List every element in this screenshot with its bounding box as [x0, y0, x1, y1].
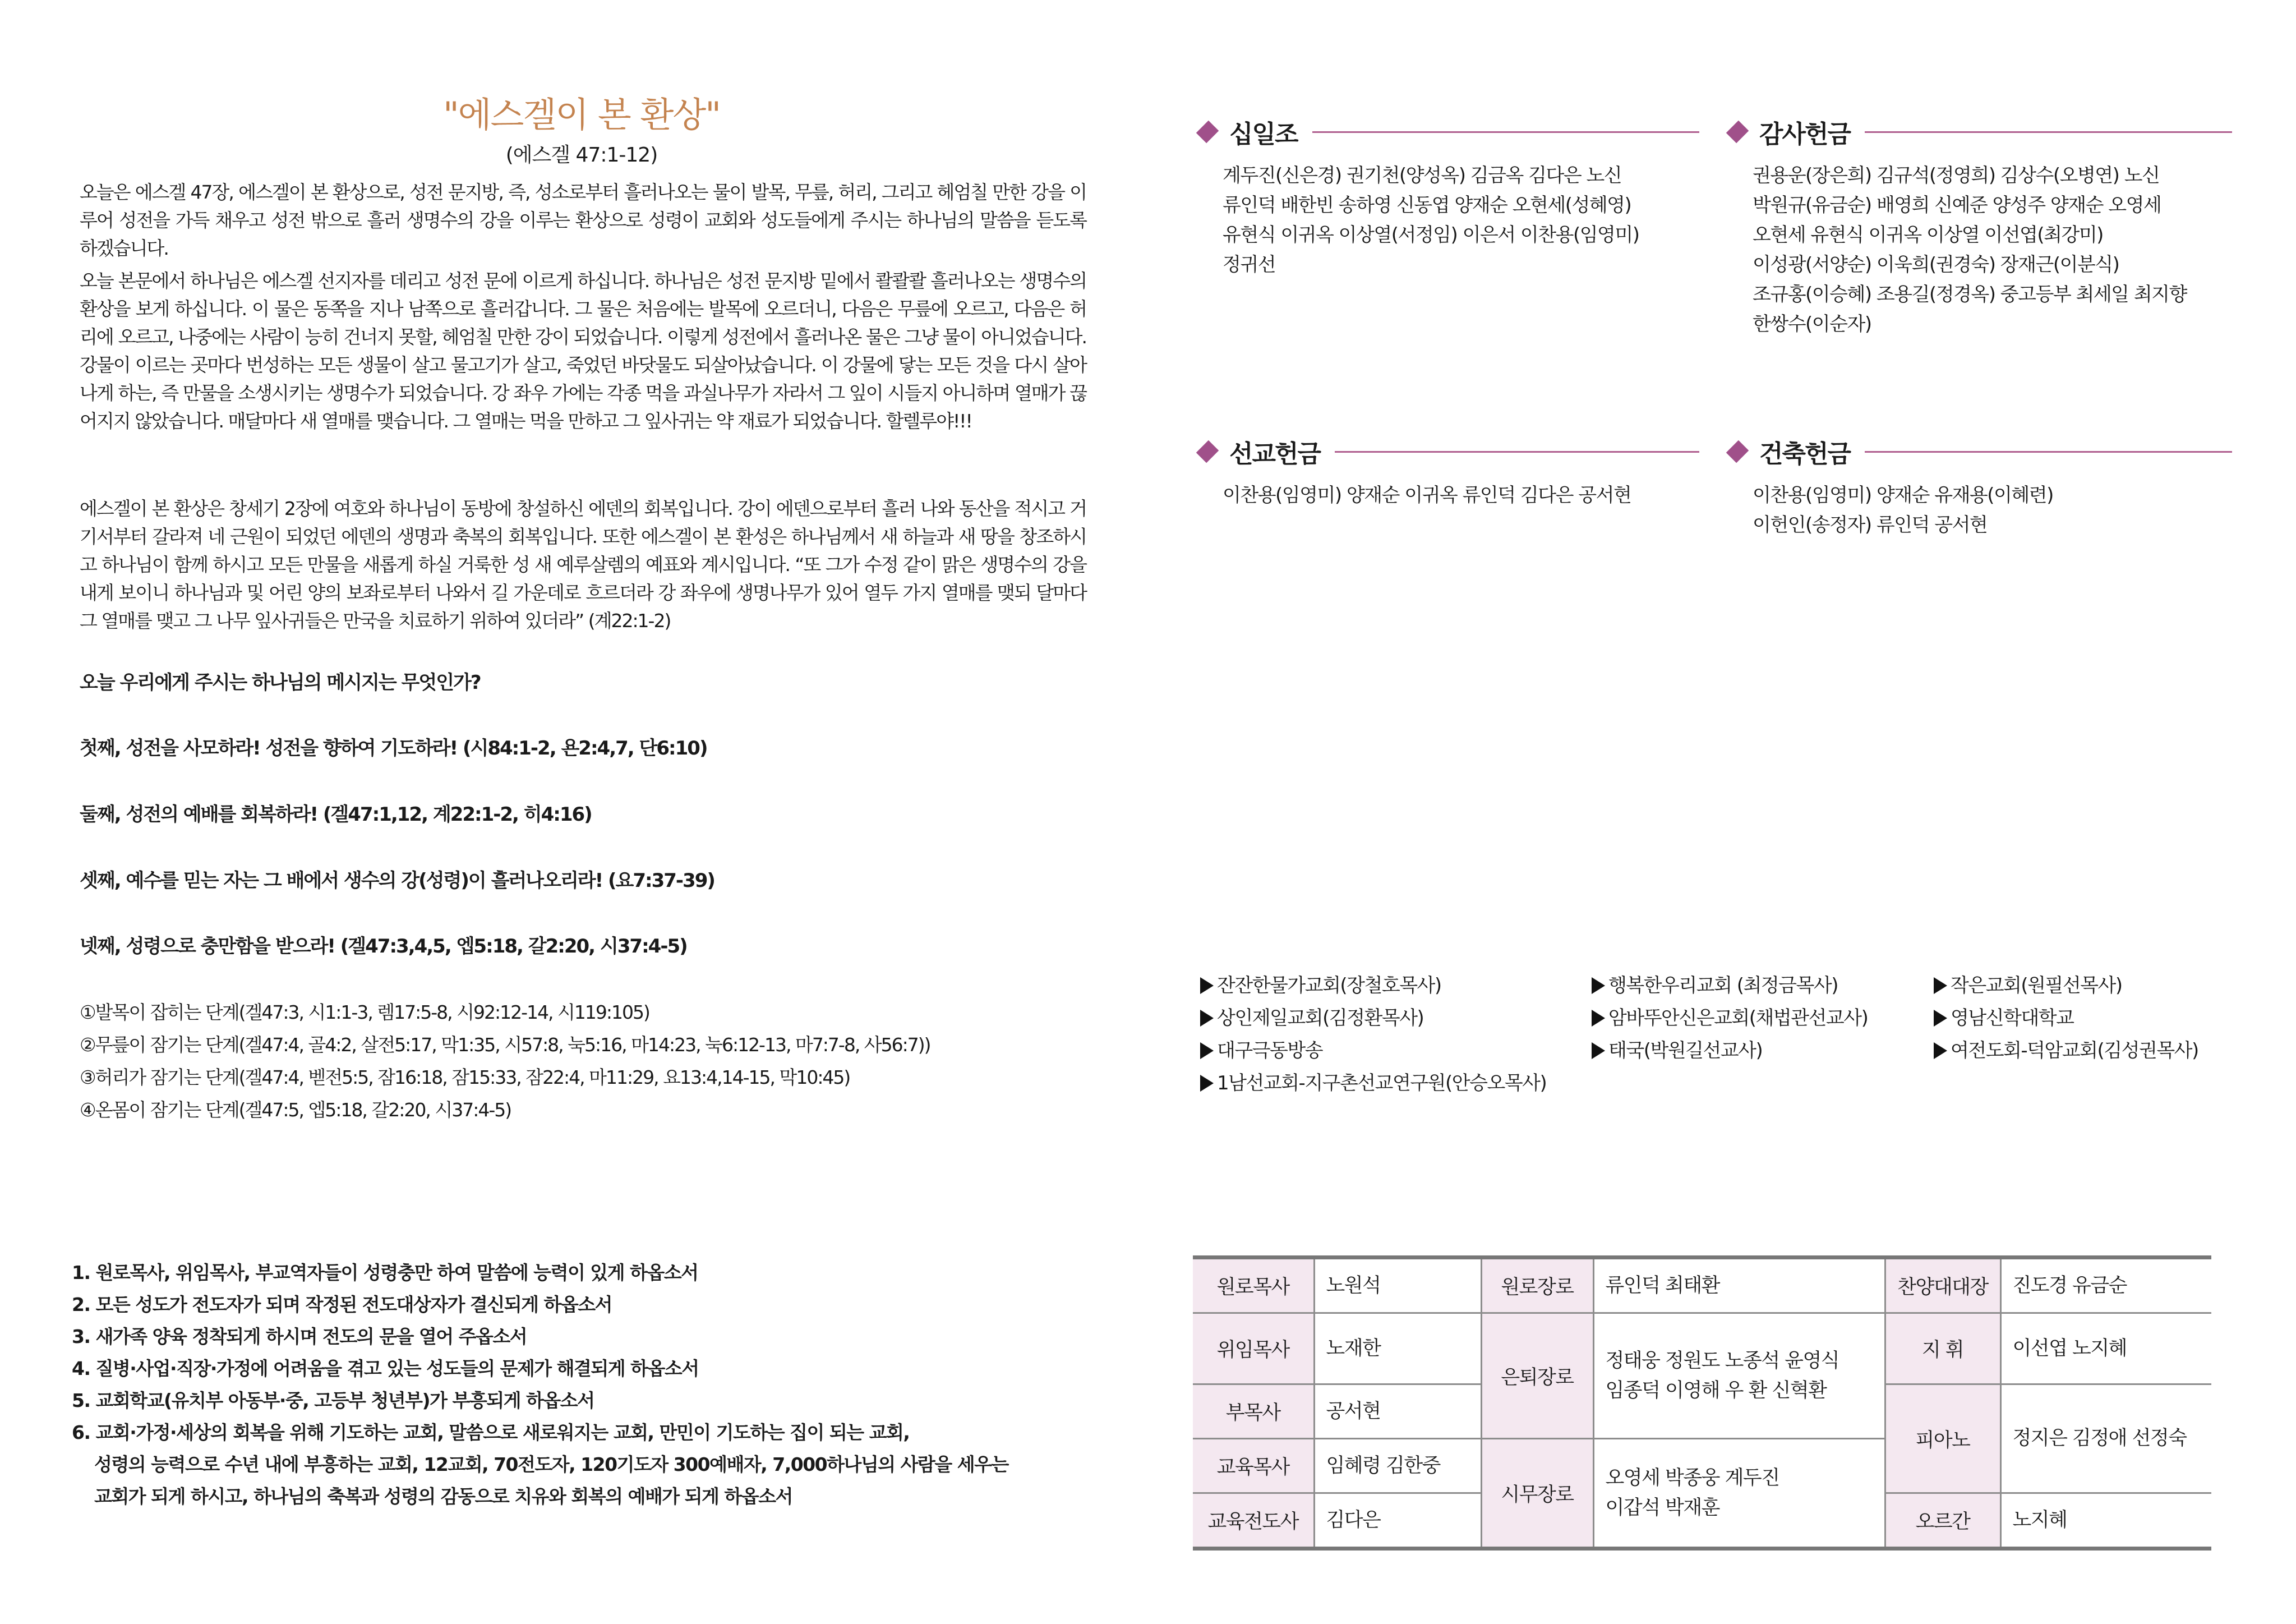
section-divider: [1865, 451, 2232, 453]
donor-list: [1725, 481, 2232, 540]
offering-section-tithe: [1195, 115, 1699, 280]
sermon-point-1: 첫째, 성전을 사모하라! 성전을 향하여 기도하라! (시84:1-2, 욘2:4,7, 단6:10): [80, 737, 707, 760]
sermon-point-4: 넷째, 성령으로 충만함을 받으라! (겔47:3,4,5, 엡5:18, 갈2:20, 시37:4-5): [80, 935, 687, 958]
mission-item: 1남선교회-지구촌선교연구원(안승오목사): [1200, 1067, 2232, 1099]
role-value: 김다은: [1314, 1493, 1481, 1549]
role-value: 정지은 김정애 선정숙: [2000, 1384, 2211, 1493]
triangle-bullet-icon: [1200, 1075, 1214, 1092]
sermon-paragraph: 에스겔이 본 환상은 창세기 2장에 여호와 하나님이 동방에 창설하신 에덴의 회복입니다. 강이 에덴으로부터 흘러 나와 동산을 적시고 거기서부터 갈라져 네 근원이 되었던 에덴의 생명과 축복의 회복입니다. 또한 에스겔이 본 환성은 하나님께서 새 하늘과 새 땅을 창조하시고 하나님이 함께 하시고 모든 만물을 새롭게 하실 거룩한 성 새 예루살렘의 예표와 계시입니다. “또 그가 수정 같이 맑은 생명수의 강을 내게 보이니 하나님과 및 어린 양의 보좌로부터 나와서 길 가운데로 흐르더라 강 좌우에 생명나무가 있어 열두 가지 열매를 맺되 달마다 그 열매를 맺고 그 나무 잎사귀들은 만국을 치료하기 위하여 있더라” (계22:1-2): [80, 498, 1086, 632]
donor-line: 이찬용(임영미) 양재순 이귀옥 류인덕 김다은 공서현: [1223, 484, 1631, 507]
donor-line: 권용운(장은희) 김규석(정영희) 김상수(오병연) 노신: [1753, 164, 2160, 187]
role-label: 원로목사: [1193, 1258, 1314, 1313]
role-label: 위임목사: [1193, 1313, 1314, 1384]
prayer-item: 5. 교회학교(유치부 아동부·중, 고등부 청년부)가 부흥되게 하옵소서: [72, 1390, 594, 1411]
sermon-point-2: 둘째, 성전의 예배를 회복하라! (겔47:1,12, 계22:1-2, 히4:16): [80, 803, 592, 826]
sermon-point-3: 셋째, 예수를 믿는 자는 그 배에서 생수의 강(성령)이 흘러나오리라! (요7:37-39): [80, 869, 714, 892]
donor-list: [1195, 481, 1699, 510]
donor-list: [1725, 161, 2232, 339]
section-title: 건축헌금: [1759, 440, 1851, 468]
donor-line: 한쌍수(이순자): [1753, 313, 1871, 335]
prayer-item: 6. 교회·가정·세상의 회복을 위해 기도하는 교회, 말씀으로 새로워지는 교회, 만민이 기도하는 집이 되는 교회,: [72, 1421, 910, 1443]
stage-item: ②무릎이 잠기는 단계(겔47:4, 골4:2, 살전5:17, 막1:35, 시57:8, 눅5:16, 마14:23, 눅6:12-13, 마7:7-8, 사56:7)): [80, 1034, 930, 1056]
prayer-requests-list: [72, 1257, 1008, 1512]
role-value: 정태웅 정원도 노종석 윤영식 임종덕 이영해 우 환 신혁환: [1593, 1313, 1885, 1439]
offering-section-thanksgiving: [1725, 115, 2232, 339]
mission-item: 여전도회-덕암교회(김성권목사): [1934, 1034, 2237, 1067]
role-label: 지 휘: [1885, 1313, 2000, 1384]
role-value: 류인덕 최태환: [1593, 1258, 1885, 1313]
donor-line: 이찬용(임영미) 양재순 유재용(이혜련): [1753, 484, 2053, 507]
supported-missions-list: [1200, 969, 2232, 1099]
triangle-bullet-icon: [1592, 1042, 1605, 1059]
triangle-bullet-icon: [1934, 1042, 1947, 1059]
stage-item: ①발목이 잡히는 단계(겔47:3, 시1:1-3, 렘17:5-8, 시92:12-14, 시119:105): [80, 1001, 649, 1023]
role-value: 임혜령 김한중: [1314, 1439, 1481, 1493]
donor-line: 이성광(서양순) 이욱희(권경숙) 장재근(이분식): [1753, 254, 2119, 276]
triangle-bullet-icon: [1200, 977, 1214, 994]
sermon-scripture-reference: (에스겔 47:1-12): [505, 144, 658, 167]
prayer-item: 4. 질병·사업·직장·가정에 어려움을 겪고 있는 성도들의 문제가 해결되게 하옵소서: [72, 1358, 699, 1379]
triangle-bullet-icon: [1934, 977, 1947, 994]
section-title: 십일조: [1229, 120, 1298, 149]
prayer-item-continuation: 교회가 되게 하시고, 하나님의 축복과 성령의 감동으로 치유와 회복의 예배가 되게 하옵소서: [94, 1485, 792, 1507]
role-label: 원로장로: [1481, 1258, 1593, 1313]
role-value: 노재한: [1314, 1313, 1481, 1384]
triangle-bullet-icon: [1592, 977, 1605, 994]
donor-line: 이헌인(송정자) 류인덕 공서현: [1753, 514, 1988, 536]
section-divider: [1312, 131, 1699, 133]
role-label: 피아노: [1885, 1384, 2000, 1493]
role-label: 오르간: [1885, 1493, 2000, 1549]
prayer-item: 3. 새가족 양육 정착되게 하시며 전도의 문을 열어 주옵소서: [72, 1326, 527, 1347]
mission-item: 상인제일교회(김정환목사): [1200, 1002, 1592, 1034]
diamond-bullet-icon: [1196, 121, 1219, 143]
mission-item: 태국(박원길선교사): [1592, 1034, 1934, 1067]
diamond-bullet-icon: [1196, 440, 1219, 463]
triangle-bullet-icon: [1200, 1010, 1214, 1027]
role-value: 진도경 유금순: [2000, 1258, 2211, 1313]
offering-section-building: [1725, 435, 2232, 540]
prayer-item-continuation: 성령의 능력으로 수년 내에 부흥하는 교회, 12교회, 70전도자, 120기도자 300예배자, 7,000하나님의 사람을 세우는: [94, 1453, 1008, 1475]
sermon-question: 오늘 우리에게 주시는 하나님의 메시지는 무엇인가?: [80, 671, 481, 694]
sermon-paragraph: 오늘은 에스겔 47장, 에스겔이 본 환상으로, 성전 문지방, 즉, 성소로부터 흘러나오는 물이 발목, 무릎, 허리, 그리고 헤엄칠 만한 강을 이루어 성전을 가득 채우고 성전 밖으로 흘러 생명수의 강을 이루는 환상으로 성령이 교회와 성도들에게 주시는 하나님의 말씀을 듣도록 하겠습니다.: [80, 181, 1086, 259]
mission-item: 대구극동방송: [1200, 1034, 1592, 1067]
section-divider: [1865, 131, 2232, 133]
donor-list: [1195, 161, 1699, 280]
role-value: 노원석: [1314, 1258, 1481, 1313]
donor-line: 오현세 유현식 이귀옥 이상열 이선엽(최강미): [1753, 224, 2103, 246]
role-value: 오영세 박종웅 계두진 이갑석 박재훈: [1593, 1439, 1885, 1549]
stage-item: ④온몸이 잠기는 단계(겔47:5, 엡5:18, 갈2:20, 시37:4-5): [80, 1099, 511, 1121]
mission-item: 작은교회(원필선목사): [1934, 969, 2237, 1002]
triangle-bullet-icon: [1934, 1010, 1947, 1027]
stage-item: ③허리가 잠기는 단계(겔47:4, 벧전5:5, 잠16:18, 잠15:33, 잠22:4, 마11:29, 요13:4,14-15, 막10:45): [80, 1066, 850, 1088]
offering-section-mission: [1195, 435, 1699, 510]
role-value: 노지혜: [2000, 1493, 2211, 1549]
donor-line: 유현식 이귀옥 이상열(서정임) 이은서 이찬용(임영미): [1223, 224, 1639, 246]
role-value: 공서현: [1314, 1384, 1481, 1439]
prayer-item: 1. 원로목사, 위임목사, 부교역자들이 성령충만 하여 말씀에 능력이 있게 하옵소서: [72, 1262, 698, 1283]
table-row: [1193, 1258, 2211, 1313]
section-divider: [1335, 451, 1699, 453]
section-title: 감사헌금: [1759, 120, 1851, 149]
table-row: [1193, 1313, 2211, 1384]
donor-line: 박원규(유금순) 배영희 신예준 양성주 양재순 오영세: [1753, 194, 2161, 217]
section-title: 선교헌금: [1229, 440, 1321, 468]
mission-item: 암바뚜안신은교회(채법관선교사): [1592, 1002, 1934, 1034]
mission-item: 영남신학대학교: [1934, 1002, 2237, 1034]
church-staff-table: [1193, 1255, 2211, 1551]
role-value: 이선엽 노지혜: [2000, 1313, 2211, 1384]
diamond-bullet-icon: [1726, 121, 1749, 143]
role-label: 교육전도사: [1193, 1493, 1314, 1549]
mission-item: 잔잔한물가교회(장철호목사): [1200, 969, 1592, 1002]
triangle-bullet-icon: [1592, 1010, 1605, 1027]
triangle-bullet-icon: [1200, 1042, 1214, 1059]
role-label: 교육목사: [1193, 1439, 1314, 1493]
prayer-item: 2. 모든 성도가 전도자가 되며 작정된 전도대상자가 결신되게 하옵소서: [72, 1294, 612, 1315]
role-label: 은퇴장로: [1481, 1313, 1593, 1439]
mission-item: 행복한우리교회 (최정금목사): [1592, 969, 1934, 1002]
diamond-bullet-icon: [1726, 440, 1749, 463]
donor-line: 조규홍(이승혜) 조용길(정경옥) 중고등부 최세일 최지향: [1753, 283, 2187, 306]
role-label: 시무장로: [1481, 1439, 1593, 1549]
sermon-paragraph: 오늘 본문에서 하나님은 에스겔 선지자를 데리고 성전 문에 이르게 하십니다. 하나님은 성전 문지방 밑에서 콸콸콸 흘러나오는 생명수의 환상을 보게 하십니다. 이 물은 동쪽을 지나 남쪽으로 흘러갑니다. 그 물은 처음에는 발목에 오르더니, 다음은 무릎에 오르고, 다음은 허리에 오르고, 나중에는 사람이 능히 건너지 못할, 헤엄칠 만한 강이 되었습니다. 이렇게 성전에서 흘러나온 물은 그냥 물이 아니었습니다. 강물이 이르는 곳마다 번성하는 모든 생물이 살고 물고기가 살고, 죽었던 바닷물도 되살아났습니다. 이 강물에 닿는 모든 것을 다시 살아나게 하는, 즉 만물을 소생시키는 생명수가 되었습니다. 강 좌우 가에는 각종 먹을 과실나무가 자라서 그 잎이 시들지 아니하며 열매가 끊어지지 않았습니다. 매달마다 새 열매를 맺습니다. 그 열매는 먹을 만하고 그 잎사귀는 약 재료가 되었습니다. 할렐루야!!!: [80, 270, 1086, 432]
donor-line: 류인덕 배한빈 송하영 신동엽 양재순 오현세(성혜영): [1223, 194, 1631, 217]
donor-line: 정귀선: [1223, 254, 1276, 276]
sermon-title: "에스겔이 본 환상": [443, 94, 720, 135]
donor-line: 계두진(신은경) 권기천(양성옥) 김금옥 김다은 노신: [1223, 164, 1622, 187]
sermon-stages-list: [80, 996, 930, 1126]
role-label: 부목사: [1193, 1384, 1314, 1439]
role-label: 찬양대대장: [1885, 1258, 2000, 1313]
